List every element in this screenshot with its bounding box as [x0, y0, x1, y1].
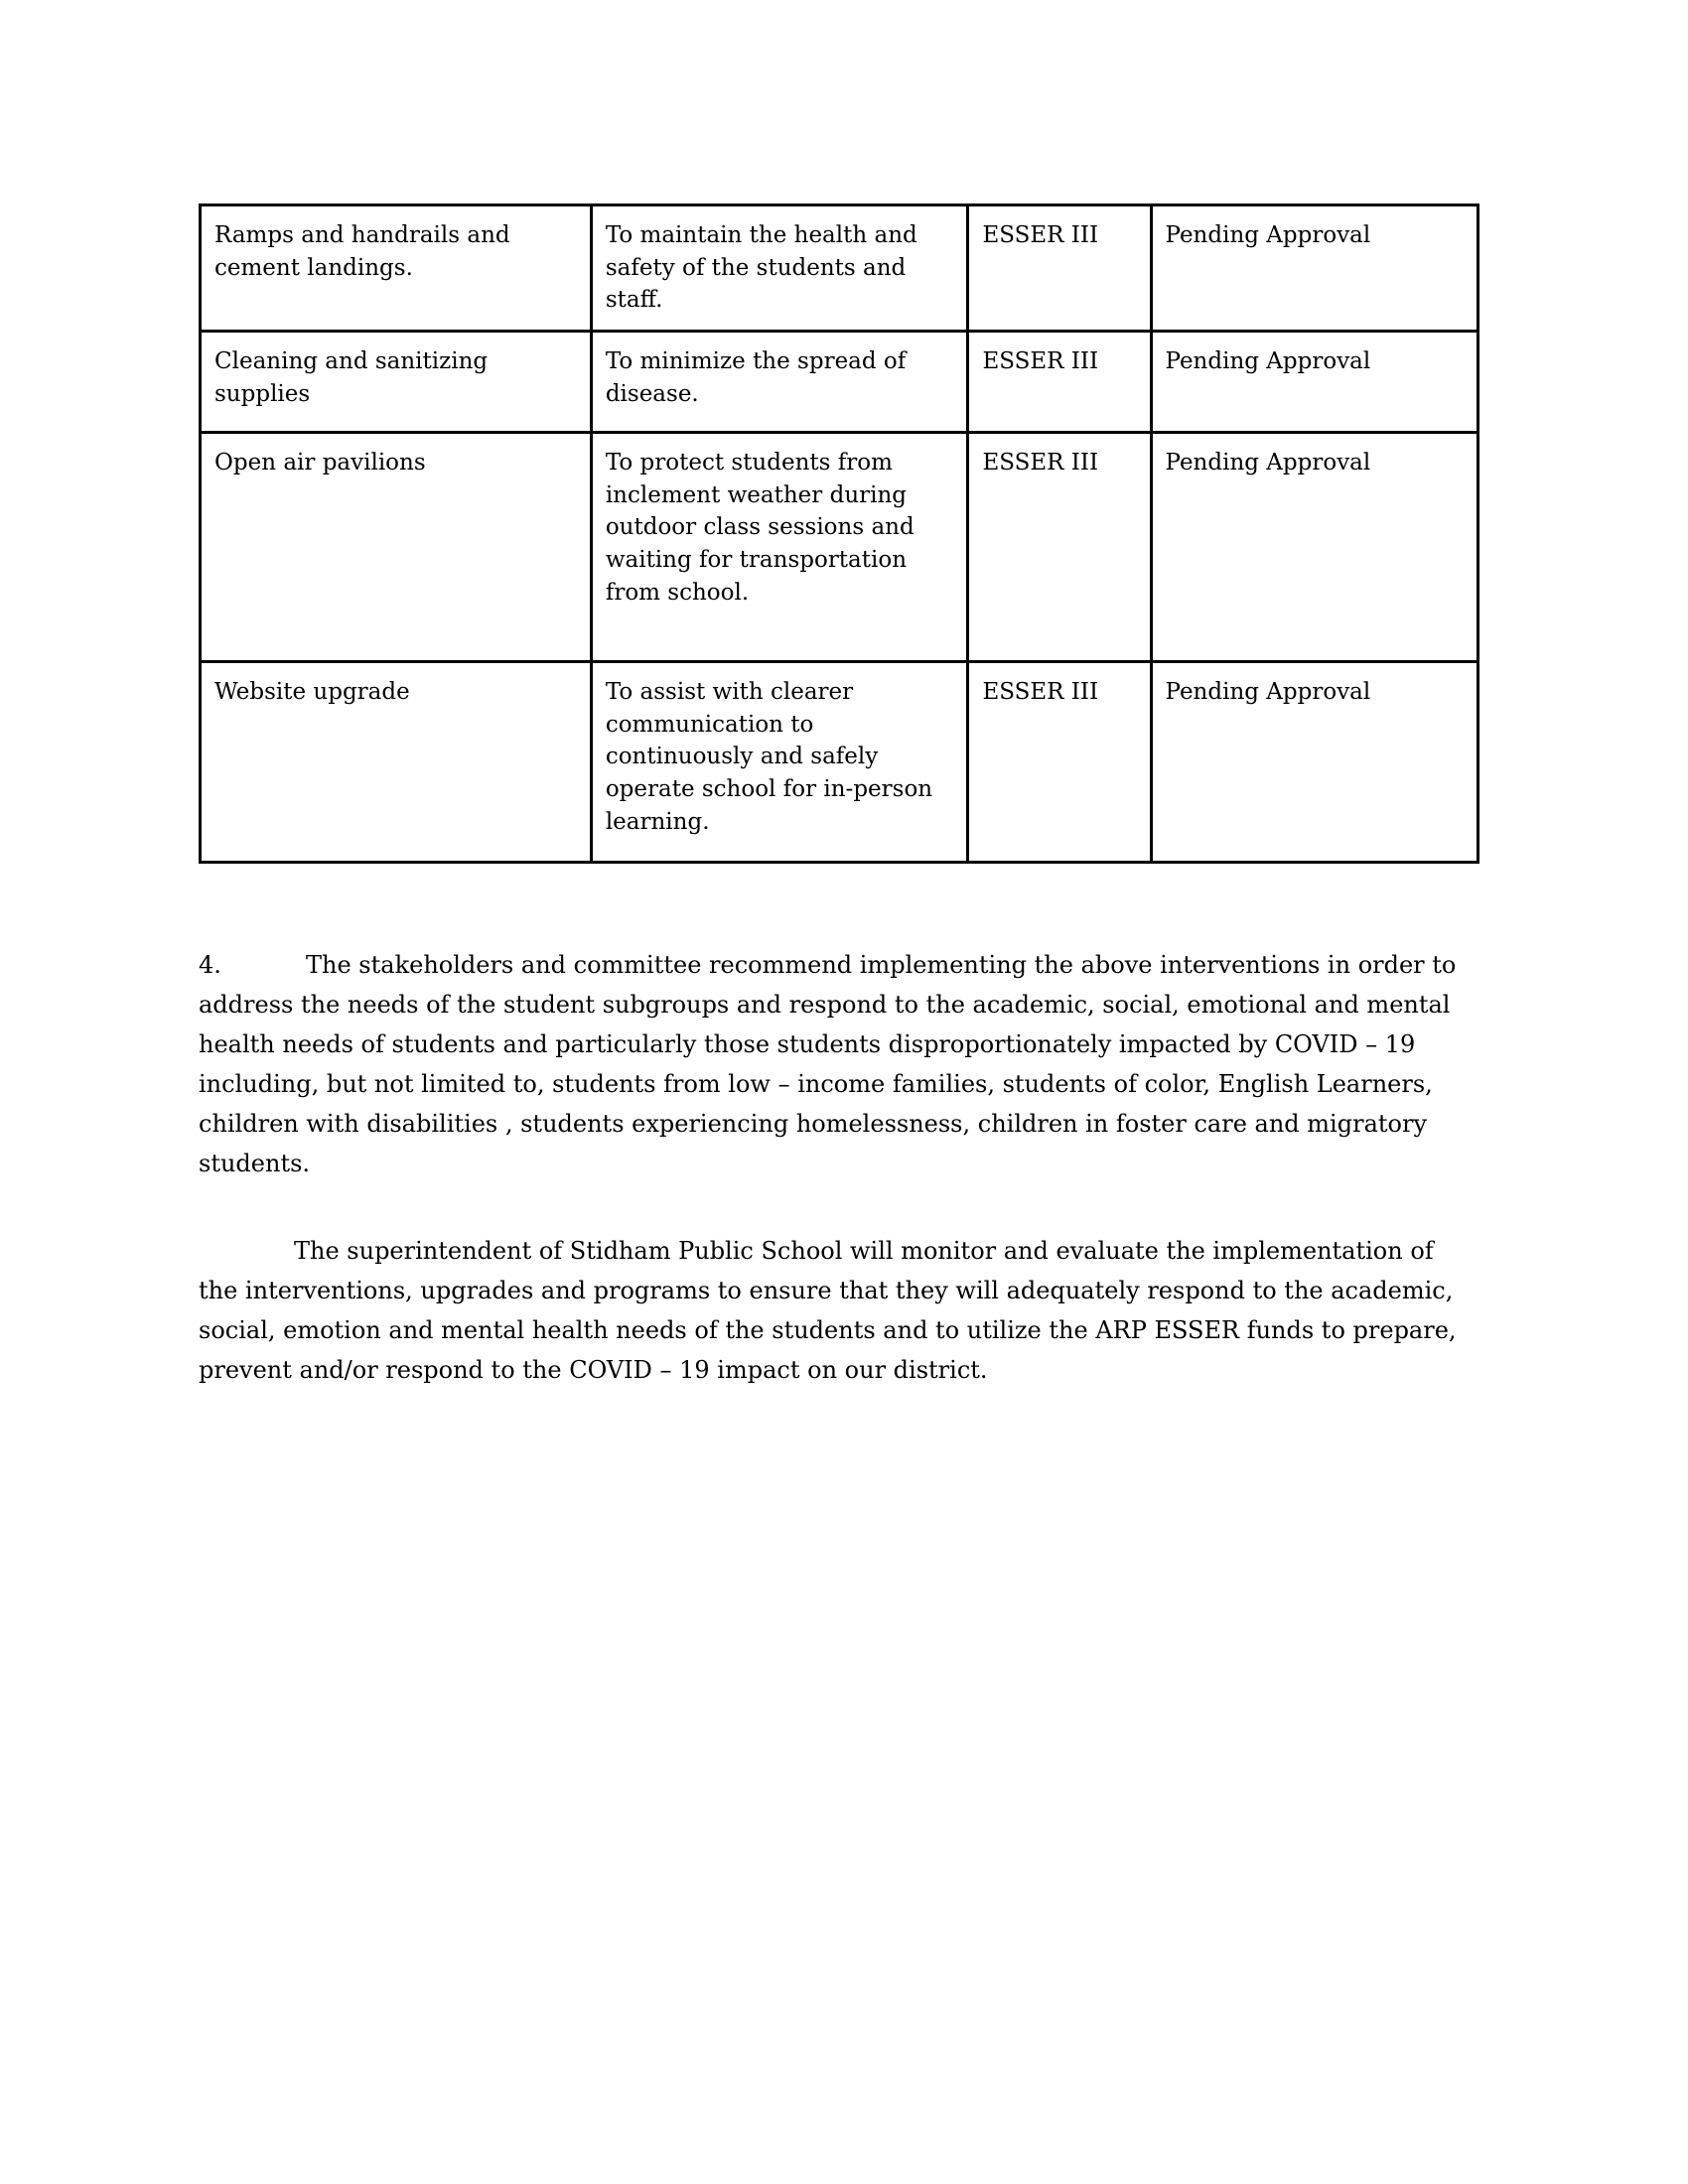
- status-cell: Pending Approval: [1151, 205, 1478, 332]
- funding-cell: ESSER III: [968, 205, 1151, 332]
- interventions-table: [199, 204, 1479, 864]
- purpose-cell: To protect students from inclement weather during outdoor class sessions and waiting for transportation from school.: [591, 432, 968, 661]
- list-number: 4.: [199, 950, 221, 979]
- funding-cell: ESSER III: [968, 432, 1151, 661]
- status-cell: Pending Approval: [1151, 661, 1478, 862]
- intervention-cell: Ramps and handrails and cement landings.: [201, 205, 592, 332]
- status-cell: Pending Approval: [1151, 432, 1478, 661]
- table-row: [201, 205, 1478, 332]
- table-row: [201, 331, 1478, 432]
- table-row: [201, 432, 1478, 661]
- status-cell: Pending Approval: [1151, 331, 1478, 432]
- table-row: [201, 661, 1478, 862]
- purpose-cell: To assist with clearer communication to continuously and safely operate school for in-person learning.: [591, 661, 968, 862]
- funding-cell: ESSER III: [968, 661, 1151, 862]
- paragraph-closing: The superintendent of Stidham Public School will monitor and evaluate the implementation of the interventions, upgrades and programs to ensure that they will adequately respond to the academic, social, emotion and mental health needs of the students and to utilize the ARP ESSER funds to prepare, prevent and/or respond to the COVID – 19 impact on our district.: [199, 1236, 1457, 1384]
- paragraph-text: The stakeholders and committee recommend implementing the above interventions in order to address the needs of the student subgroups and respond to the academic, social, emotional and mental health needs of students and particularly those students disproportionately impacted by COVID – 19 including, but not limited to, students from low – income families, students of color, English Learners, children with disabilities , students experiencing homelessness, children in foster care and migratory students.: [199, 950, 1457, 1177]
- intervention-cell: Cleaning and sanitizing supplies: [201, 331, 592, 432]
- intervention-cell: Website upgrade: [201, 661, 592, 862]
- intervention-cell: Open air pavilions: [201, 432, 592, 661]
- paragraph-item-4: [199, 945, 1479, 1183]
- purpose-cell: To maintain the health and safety of the students and staff.: [591, 205, 968, 332]
- purpose-cell: To minimize the spread of disease.: [591, 331, 968, 432]
- funding-cell: ESSER III: [968, 331, 1151, 432]
